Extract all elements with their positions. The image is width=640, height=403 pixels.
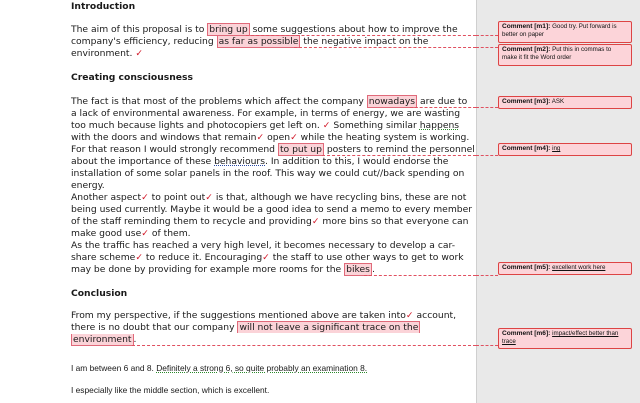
body-line: make good use✓ of them. (71, 228, 191, 239)
comment-m5[interactable]: Comment [m5]: excellent work here (498, 262, 632, 275)
intro-line-3: environment. ✓ (71, 48, 144, 59)
conclusion-line: there is no doubt that our company will not leave a significant trace on the (71, 322, 419, 333)
comment-leader (322, 155, 476, 156)
highlight-bikes[interactable]: bikes (346, 264, 370, 275)
body-line: being used currently. Maybe it would be a good idea to send a memo to every member (71, 204, 473, 215)
check-icon: ✓ (135, 48, 144, 59)
comment-m4[interactable]: Comment [m4]: ing (498, 143, 632, 156)
comment-leader (364, 275, 476, 276)
comment-leader (476, 35, 498, 36)
body-line: about the importance of these behaviours. In addition to this, I would endorse the (71, 156, 449, 167)
comment-leader (132, 345, 476, 346)
body-line: energy. (71, 180, 105, 191)
comment-m6[interactable]: Comment [m6]: impact/effect better than trace (498, 328, 632, 349)
comment-m2[interactable]: Comment [m2]: Put this in commas to make it fit the Word order (498, 44, 632, 66)
check-icon: ✓ (290, 132, 298, 143)
body-line: with the doors and windows that remain✓ open✓ while the heating system is working. (71, 132, 470, 143)
check-icon: ✓ (256, 132, 265, 143)
intro-line-1: The aim of this proposal is to bring up some suggestions about how to improve the (71, 24, 458, 35)
check-icon: ✓ (141, 192, 149, 203)
body-line: Another aspect✓ to point out✓ is that, although we have recycling bins, these are not (71, 192, 467, 203)
highlight-nowadays[interactable]: nowadays (368, 96, 416, 107)
check-icon: ✓ (205, 192, 213, 203)
comment-m3[interactable]: Comment [m3]: ASK (498, 96, 632, 109)
body-line: For that reason I would strongly recommend to put up posters to remind the personnel (71, 144, 475, 155)
highlight-as-far-as-possible[interactable]: as far as possible (218, 36, 299, 47)
body-line: share scheme✓ to reduce it. Encouraging✓ the staff to use other ways to get to work (71, 252, 464, 263)
body-line: too much because lights and photocopiers get left on. ✓ Something similar happens (71, 120, 460, 131)
heading-creating-consciousness: Creating consciousness (71, 72, 193, 83)
heading-introduction: Introduction (71, 1, 136, 12)
check-icon: ✓ (311, 216, 320, 227)
check-icon: ✓ (405, 310, 414, 321)
check-icon: ✓ (262, 252, 270, 263)
comment-leader (294, 47, 476, 48)
intro-line-2: company's efficiency, reducing as far as possible the negative impact on the (71, 36, 429, 47)
check-icon: ✓ (135, 252, 144, 263)
heading-conclusion: Conclusion (71, 288, 128, 299)
feedback-line-2: I especially like the middle section, which is excellent. (71, 385, 270, 395)
comment-leader (410, 107, 476, 108)
comment-leader (476, 155, 498, 156)
highlight-bring-up[interactable]: bring up (209, 24, 248, 35)
body-line: As the traffic has reached a very high level, it becomes necessary to develop a car- (71, 240, 456, 251)
body-line: installation of some solar panels in the roof. This way we could cut//back spending on (71, 168, 465, 179)
check-icon: ✓ (322, 120, 331, 131)
check-icon: ✓ (141, 228, 149, 239)
comment-leader (476, 107, 498, 108)
body-line: a lack of environmental awareness. For example, in terms of energy, we are wasting (71, 108, 461, 119)
highlight-to-put-up[interactable]: to put up (279, 144, 322, 155)
comment-leader (476, 275, 498, 276)
conclusion-line: From my perspective, if the suggestions mentioned above are taken into✓ account, (71, 310, 457, 321)
highlight-trace[interactable]: will not leave a significant trace on the (239, 322, 419, 333)
body-line: of the staff reminding them to recycle and providing✓ more bins so that everyone can (71, 216, 469, 227)
body-line: may be done by providing for example more rooms for the bikes . (71, 264, 375, 275)
body-line: The fact is that most of the problems which affect the company nowadays are due to (71, 96, 468, 107)
comment-leader (476, 47, 498, 48)
comment-leader (476, 345, 498, 346)
comment-m1[interactable]: Comment [m1]: Good try. Put forward is better on paper (498, 21, 632, 43)
feedback-line-1: I am between 6 and 8. Definitely a strong 6, so quite probably an examination 8. (71, 363, 368, 373)
conclusion-line: environment . (73, 334, 137, 345)
comment-leader (246, 35, 476, 36)
